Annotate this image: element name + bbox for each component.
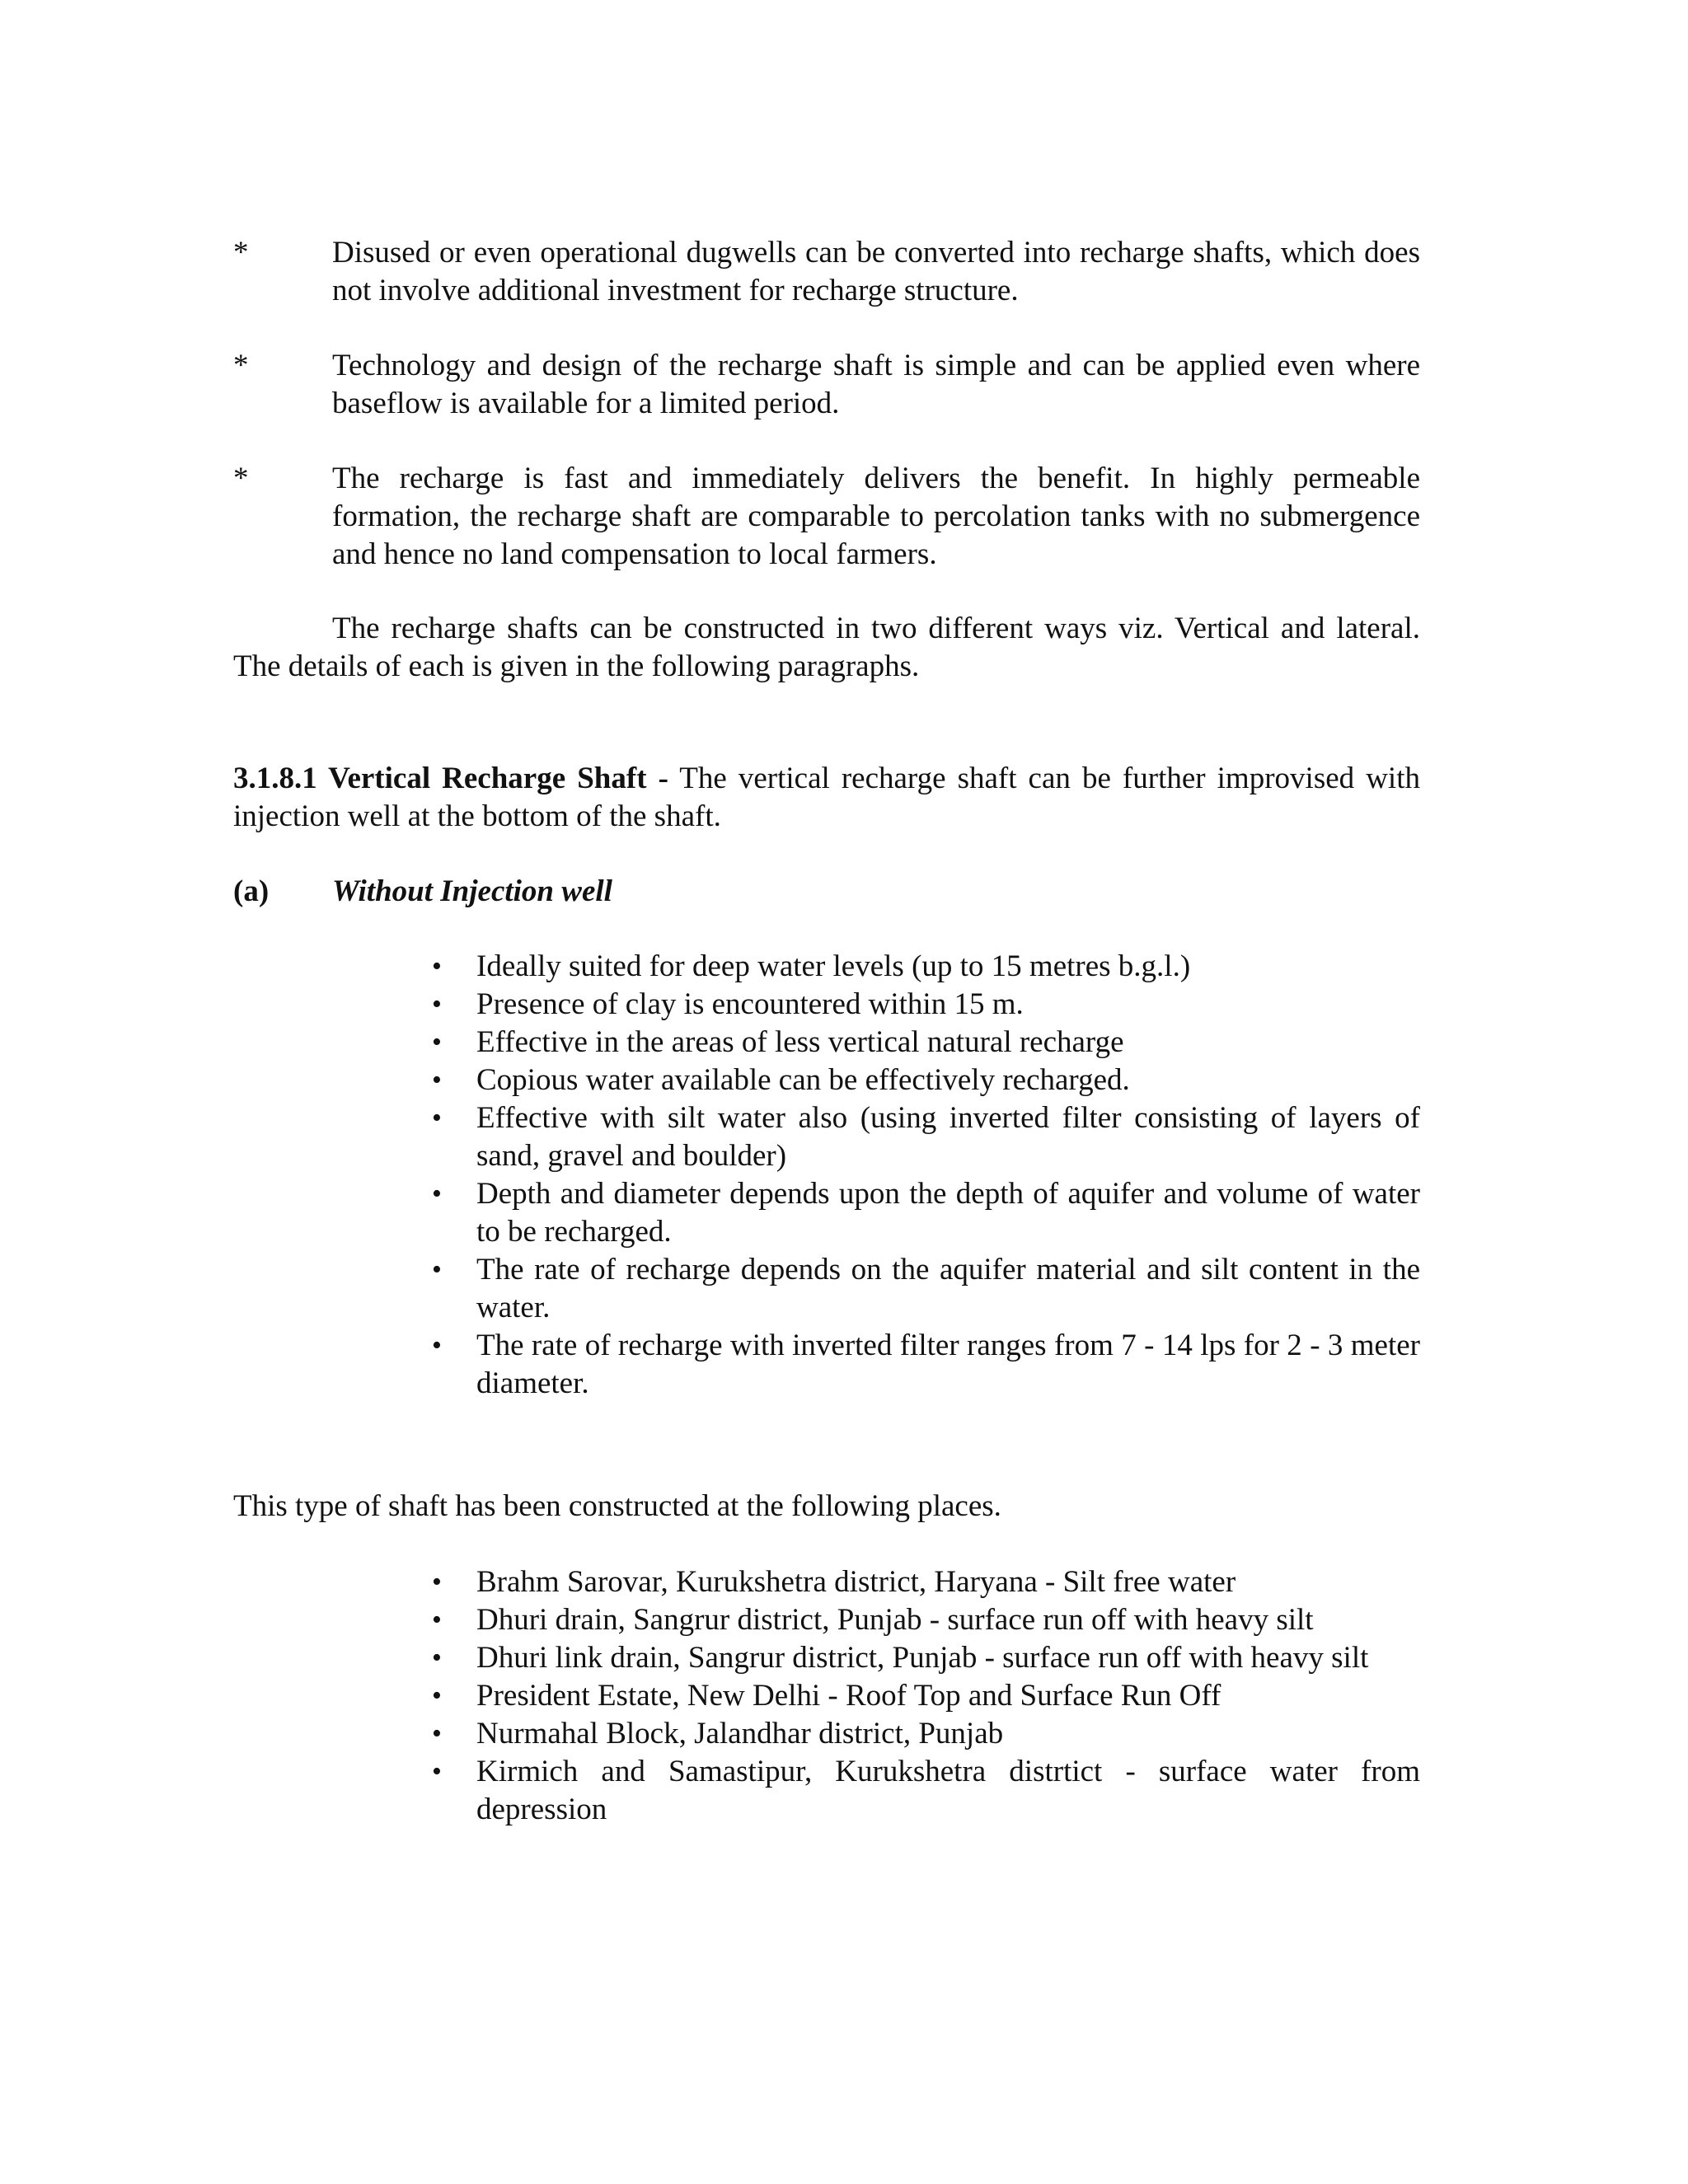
asterisk-marker: * xyxy=(233,462,249,495)
section-paragraph xyxy=(233,760,1420,836)
list-item: • Copious water available can be effectively recharged. xyxy=(429,1062,1420,1099)
bullet-icon: • xyxy=(432,1756,442,1787)
bullet-icon: • xyxy=(432,1680,442,1711)
list-item: • President Estate, New Delhi - Roof Top and Surface Run Off xyxy=(429,1677,1420,1715)
bullet-icon: • xyxy=(432,989,442,1019)
bullet-icon: • xyxy=(432,1065,442,1095)
bullet-icon: • xyxy=(432,1330,442,1361)
list-item: • Presence of clay is encountered within 15 m. xyxy=(429,986,1420,1024)
bullet-icon: • xyxy=(432,1027,442,1057)
subsection-heading xyxy=(233,873,1420,911)
bullet-icon: • xyxy=(432,1643,442,1673)
intro-paragraph-text: The recharge shafts can be constructed in two different ways viz. Vertical and lateral. The details of each is given in the following paragraphs. xyxy=(233,612,1420,683)
section-text: The vertical recharge shaft can be further improvised with injection well at the bottom of the shaft. xyxy=(233,762,1420,833)
feature-list xyxy=(429,948,1420,1403)
places-intro: This type of shaft has been constructed at the following places. xyxy=(233,1489,1001,1523)
list-item: • Effective in the areas of less vertical natural recharge xyxy=(429,1024,1420,1062)
bullet-icon: • xyxy=(432,1179,442,1209)
bullet-icon: • xyxy=(432,1103,442,1133)
list-item: • Effective with silt water also (using inverted filter consisting of layers of sand, gravel and boulder) xyxy=(432,1101,1420,1173)
list-item: • Dhuri drain, Sangrur district, Punjab - surface run off with heavy silt xyxy=(429,1601,1420,1639)
advantage-text: The recharge is fast and immediately delivers the benefit. In highly permeable formation, the recharge shaft are comparable to percolation tanks with no submergence and hence no land compensation to local farmers. xyxy=(332,462,1420,571)
list-item: • Dhuri link drain, Sangrur district, Punjab - surface run off with heavy silt xyxy=(429,1639,1420,1677)
bullet-icon: • xyxy=(432,1718,442,1749)
places-list xyxy=(429,1563,1420,1829)
advantage-text: Technology and design of the recharge shaft is simple and can be applied even where baseflow is available for a limited period. xyxy=(332,349,1420,420)
bullet-icon: • xyxy=(432,1567,442,1597)
list-item: • Nurmahal Block, Jalandhar district, Punjab xyxy=(429,1715,1420,1753)
section-heading: 3.1.8.1 Vertical Recharge Shaft - xyxy=(233,762,668,795)
list-item: • Brahm Sarovar, Kurukshetra district, Haryana - Silt free water xyxy=(429,1563,1420,1601)
list-item: • The rate of recharge depends on the aquifer material and silt content in the water. xyxy=(432,1253,1420,1324)
asterisk-marker: * xyxy=(233,236,249,269)
advantage-item xyxy=(233,234,1420,310)
advantage-text: Disused or even operational dugwells can be converted into recharge shafts, which does not involve additional investment for recharge structure. xyxy=(332,236,1420,307)
bullet-icon: • xyxy=(432,951,442,982)
asterisk-marker: * xyxy=(233,349,249,382)
subsection-label: (a) xyxy=(233,874,270,908)
list-item: • Depth and diameter depends upon the depth of aquifer and volume of water to be recharged. xyxy=(432,1177,1420,1249)
advantage-item xyxy=(233,460,1420,574)
bullet-icon: • xyxy=(432,1254,442,1285)
advantage-item xyxy=(233,347,1420,423)
bullet-icon: • xyxy=(432,1605,442,1635)
list-item: • Ideally suited for deep water levels (up to 15 metres b.g.l.) xyxy=(429,948,1420,986)
subsection-title: Without Injection well xyxy=(332,874,612,908)
list-item: • The rate of recharge with inverted filter ranges from 7 - 14 lps for 2 - 3 meter diameter. xyxy=(432,1329,1420,1400)
intro-paragraph xyxy=(233,610,1420,686)
list-item: • Kirmich and Samastipur, Kurukshetra distrtict - surface water from depression xyxy=(432,1755,1420,1826)
